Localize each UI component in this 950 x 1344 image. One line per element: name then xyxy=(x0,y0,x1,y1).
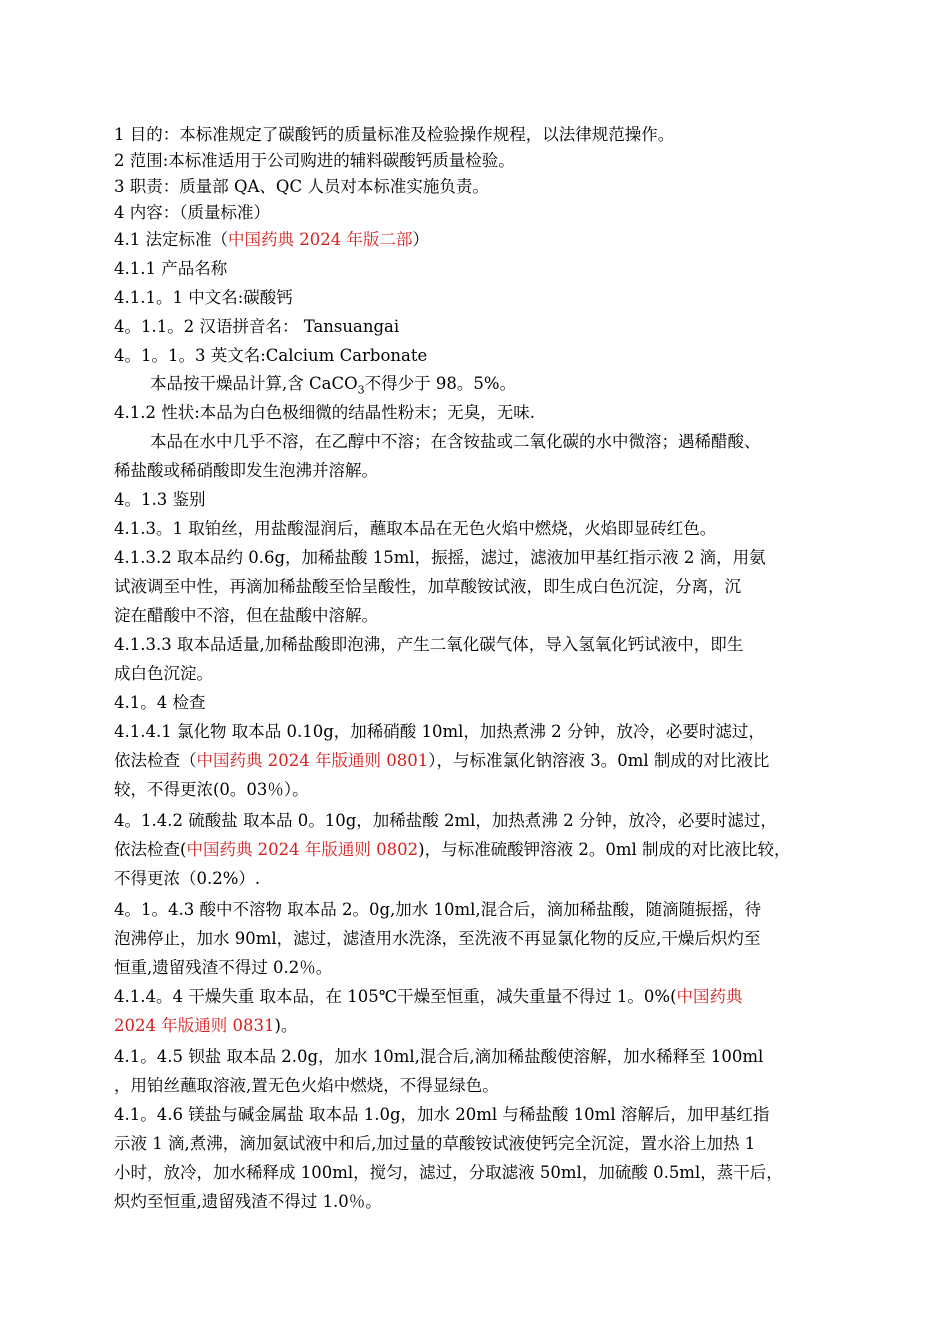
identification-1: 4.1.3。1 取铂丝，用盐酸湿润后，蘸取本品在无色火焰中燃烧，火焰即显砖红色。 xyxy=(114,519,717,538)
pharmacopoeia-reference: 中国药典 xyxy=(676,987,743,1006)
identification-3: 4.1.3.3 取本品适量,加稀盐酸即泡沸，产生二氧化碳气体，导入氢氧化钙试液中，即生 xyxy=(114,635,744,654)
pharmacopoeia-reference: 2024 年版通则 0831 xyxy=(114,1016,275,1035)
inspection-sulfate-cont: 依法检查(中国药典 2024 年版通则 0802)，与标准硫酸钾溶液 2。0ml 制成的对比液比较， xyxy=(114,840,791,859)
identification-2: 4.1.3.2 取本品约 0.6g，加稀盐酸 15ml，振摇，滤过，滤液加甲基红指示液 2 滴，用氨 xyxy=(114,548,766,567)
heading-product-name: 4.1.1 产品名称 xyxy=(114,259,228,278)
pharmacopoeia-reference: 中国药典 2024 年版通则 0802 xyxy=(186,840,419,859)
section-purpose: 1 目的：本标准规定了碳酸钙的质量标准及检验操作规程，以法律规范操作。 xyxy=(114,125,675,144)
inspection-magnesium-alkali-cont: 小时，放冷，加水稀释成 100ml，搅匀，滤过，分取滤液 50ml，加硫酸 0.5ml，蒸干后， xyxy=(114,1163,783,1182)
inspection-chloride-cont: 较，不得更浓(0。03％）。 xyxy=(114,780,309,799)
inspection-sulfate: 4。1.4.2 硫酸盐 取本品 0。10g，加稀盐酸 2ml，加热煮沸 2 分钟，放冷，必要时滤过， xyxy=(114,811,777,830)
solubility-text-cont: 稀盐酸或稀硝酸即发生泡沸并溶解。 xyxy=(114,461,378,480)
inspection-sulfate-cont: 不得更浓（0.2%）. xyxy=(114,869,261,888)
chinese-name: 4.1.1。1 中文名:碳酸钙 xyxy=(114,288,293,307)
inspection-barium: 4.1。4.5 钡盐 取本品 2.0g，加水 10ml,混合后,滴加稀盐酸使溶解，加水稀释至 100ml xyxy=(114,1047,764,1066)
identification-3-cont: 成白色沉淀。 xyxy=(114,664,213,683)
inspection-loss-on-drying: 4.1.4。4 干燥失重 取本品，在 105℃干燥至恒重，减失重量不得过 1。0%(中国药典 xyxy=(114,987,743,1006)
heading-characteristics: 4.1.2 性状:本品为白色极细微的结晶性粉末；无臭，无味. xyxy=(114,403,536,422)
inspection-chloride-cont: 依法检查（中国药典 2024 年版通则 0801），与标准氯化钠溶液 3。0ml 制成的对比液比 xyxy=(114,751,770,770)
solubility-text: 本品在水中几乎不溶，在乙醇中不溶；在含铵盐或二氧化碳的水中微溶；遇稀醋酸、 xyxy=(150,432,761,451)
pharmacopoeia-reference: 中国药典 2024 年版二部 xyxy=(228,230,413,249)
inspection-acid-insoluble: 4。1。4.3 酸中不溶物 取本品 2。0g,加水 10ml,混合后，滴加稀盐酸，随滴随振摇，待 xyxy=(114,900,762,919)
identification-2-cont: 淀在醋酸中不溶，但在盐酸中溶解。 xyxy=(114,606,378,625)
inspection-acid-insoluble-cont: 恒重,遗留残渣不得过 0.2％。 xyxy=(114,958,333,977)
content-assay-text: 本品按干燥品计算,含 CaCO$_3$不得少于 98。5%。 xyxy=(150,374,517,395)
identification-2-cont: 试液调至中性，再滴加稀盐酸至恰呈酸性，加草酸铵试液，即生成白色沉淀，分离，沉 xyxy=(114,577,741,596)
section-content: 4 内容：（质量标准） xyxy=(114,203,270,222)
inspection-loss-on-drying-cont: 2024 年版通则 0831)。 xyxy=(114,1016,298,1035)
pinyin-name: 4。1.1。2 汉语拼音名： Tansuangai xyxy=(114,317,400,336)
section-scope: 2 范围:本标准适用于公司购进的辅料碳酸钙质量检验。 xyxy=(114,151,515,170)
heading-identification: 4。1.3 鉴别 xyxy=(114,490,206,509)
heading-inspection: 4.1。4 检查 xyxy=(114,693,206,712)
heading-legal-standard: 4.1 法定标准（中国药典 2024 年版二部） xyxy=(114,230,429,249)
pharmacopoeia-reference: 中国药典 2024 年版通则 0801 xyxy=(196,751,429,770)
section-responsibility: 3 职责：质量部 QA、QC 人员对本标准实施负责。 xyxy=(114,177,489,196)
inspection-magnesium-alkali: 4.1。4.6 镁盐与碱金属盐 取本品 1.0g，加水 20ml 与稀盐酸 10ml 溶解后，加甲基红指 xyxy=(114,1105,770,1124)
inspection-chloride: 4.1.4.1 氯化物 取本品 0.10g，加稀硝酸 10ml，加热煮沸 2 分钟，放冷，必要时滤过， xyxy=(114,722,765,741)
inspection-magnesium-alkali-cont: 炽灼至恒重,遗留残渣不得过 1.0％。 xyxy=(114,1192,382,1211)
english-name: 4。1。1。3 英文名:Calcium Carbonate xyxy=(114,346,428,365)
inspection-acid-insoluble-cont: 泡沸停止，加水 90ml，滤过，滤渣用水洗涤，至洗液不再显氯化物的反应,干燥后炽灼至 xyxy=(114,929,761,948)
inspection-magnesium-alkali-cont: 示液 1 滴,煮沸，滴加氨试液中和后,加过量的草酸铵试液使钙完全沉淀，置水浴上加热 1 xyxy=(114,1134,756,1153)
inspection-barium-cont: ，用铂丝蘸取溶液,置无色火焰中燃烧，不得显绿色。 xyxy=(114,1076,499,1095)
